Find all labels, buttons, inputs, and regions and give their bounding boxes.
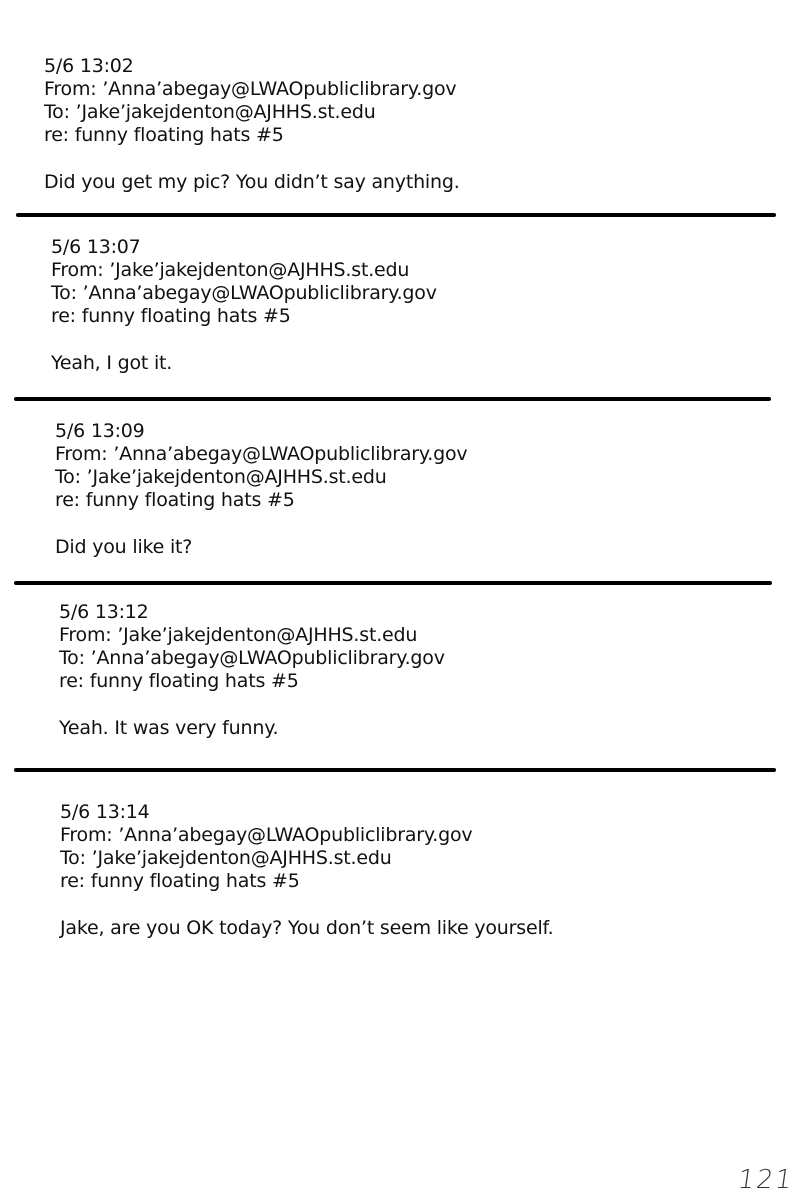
message-timestamp: 5/6 13:09 [55, 420, 145, 442]
message-to: To: ’Jake’jakejdenton@AJHHS.st.edu [55, 466, 387, 488]
message-to: To: ’Jake’jakejdenton@AJHHS.st.edu [60, 847, 392, 869]
message-from: From: ’Anna’abegay@LWAOpubliclibrary.gov [44, 78, 457, 100]
message-to: To: ’Anna’abegay@LWAOpubliclibrary.gov [51, 282, 437, 304]
message-from: From: ’Anna’abegay@LWAOpubliclibrary.gov [55, 443, 468, 465]
message-subject: re: funny floating hats #5 [55, 489, 295, 511]
message-3 [55, 420, 467, 559]
message-5 [60, 801, 553, 940]
message-1 [44, 55, 460, 194]
message-divider [14, 581, 772, 585]
message-to: To: ’Anna’abegay@LWAOpubliclibrary.gov [59, 647, 445, 669]
message-subject: re: funny floating hats #5 [59, 670, 299, 692]
message-subject: re: funny floating hats #5 [60, 870, 300, 892]
page-number: 121 [735, 1165, 796, 1195]
message-divider [14, 768, 776, 772]
message-body: Yeah. It was very funny. [59, 717, 279, 739]
message-body: Did you get my pic? You didn’t say anything. [44, 171, 460, 193]
message-body: Did you like it? [55, 536, 193, 558]
message-divider [16, 213, 776, 217]
message-subject: re: funny floating hats #5 [51, 305, 291, 327]
message-timestamp: 5/6 13:12 [59, 601, 149, 623]
message-timestamp: 5/6 13:07 [51, 236, 141, 258]
message-timestamp: 5/6 13:14 [60, 801, 150, 823]
message-divider [14, 397, 771, 401]
message-from: From: ’Anna’abegay@LWAOpubliclibrary.gov [60, 824, 473, 846]
message-from: From: ’Jake’jakejdenton@AJHHS.st.edu [51, 259, 410, 281]
message-from: From: ’Jake’jakejdenton@AJHHS.st.edu [59, 624, 418, 646]
message-timestamp: 5/6 13:02 [44, 55, 134, 77]
message-subject: re: funny floating hats #5 [44, 124, 284, 146]
message-to: To: ’Jake’jakejdenton@AJHHS.st.edu [44, 101, 376, 123]
message-2 [51, 236, 437, 375]
message-body: Yeah, I got it. [51, 352, 173, 374]
message-4 [59, 601, 445, 740]
message-body: Jake, are you OK today? You don’t seem like yourself. [60, 917, 554, 939]
